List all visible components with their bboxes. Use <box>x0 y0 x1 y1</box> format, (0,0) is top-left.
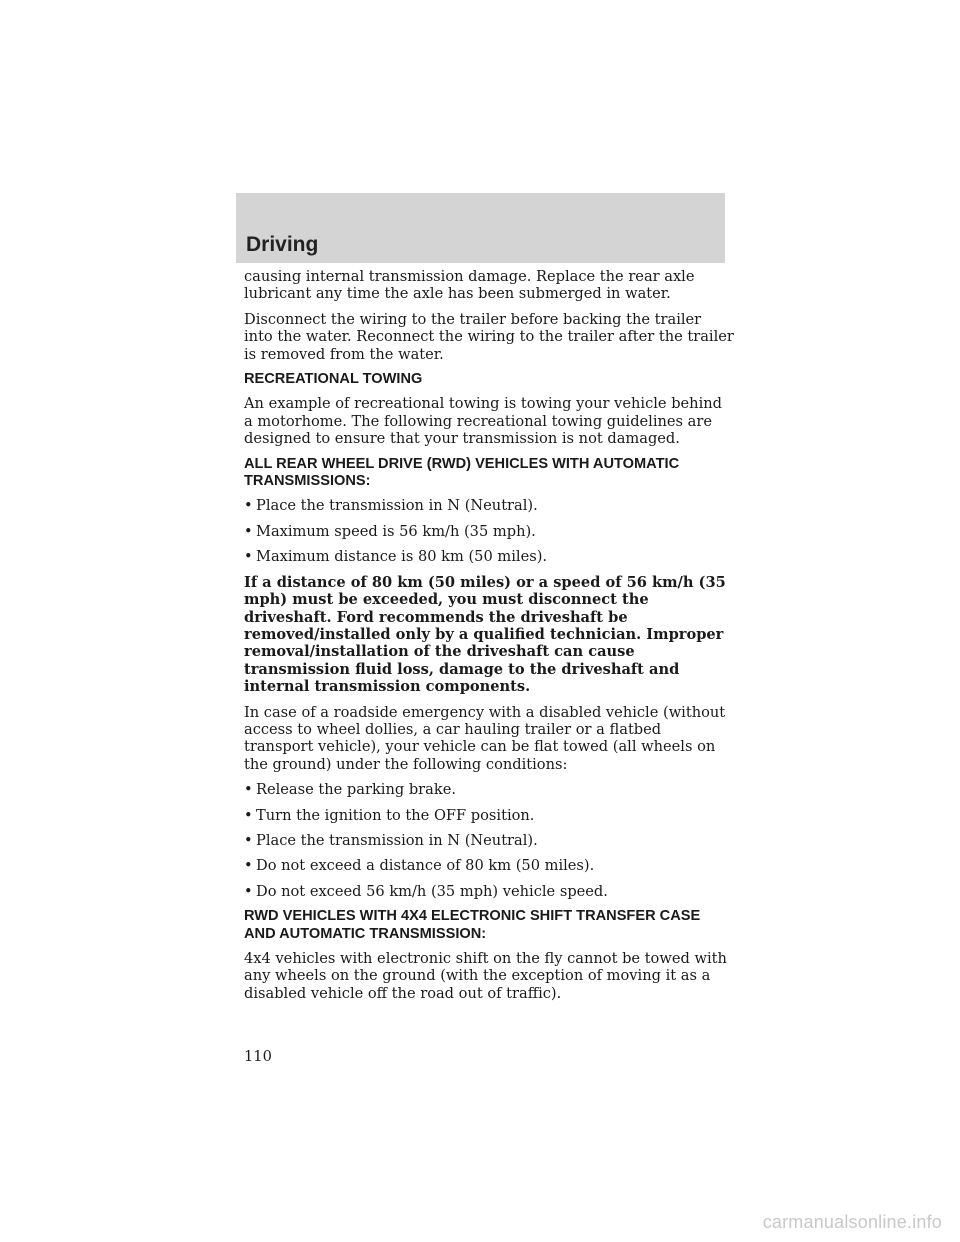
list-item-text: Maximum distance is 80 km (50 miles). <box>256 548 548 566</box>
bullet-list <box>244 497 734 565</box>
bullet-icon: • <box>244 497 253 515</box>
heading-rwd-automatic: ALL REAR WHEEL DRIVE (RWD) VEHICLES WITH AUTOMATIC TRANSMISSIONS: <box>244 455 680 490</box>
warning-paragraph: If a distance of 80 km (50 miles) or a speed of 56 km/h (35 mph) must be exceeded, you must disconnect the driveshaft. Ford recommends the driveshaft be removed/installed only by a qualified technician. Improper removal/installation of the driveshaft can cause transmission fluid loss, damage to the driveshaft and internal transmission components. <box>244 573 726 696</box>
list-item <box>244 523 734 540</box>
list-item-text: Maximum speed is 56 km/h (35 mph). <box>256 522 536 540</box>
list-item <box>244 857 734 874</box>
paragraph: Disconnect the wiring to the trailer before backing the trailer into the water. Reconnect the wiring to the trailer after the trailer is removed from the water. <box>244 310 734 363</box>
list-item <box>244 781 734 798</box>
list-item-text: Turn the ignition to the OFF position. <box>256 806 535 824</box>
paragraph: An example of recreational towing is towing your vehicle behind a motorhome. The following recreational towing guidelines are designed to ensure that your transmission is not damaged. <box>244 395 722 448</box>
bullet-icon: • <box>244 522 253 540</box>
bullet-icon: • <box>244 548 253 566</box>
bullet-icon: • <box>244 781 253 799</box>
list-item-text: Do not exceed 56 km/h (35 mph) vehicle speed. <box>256 882 608 900</box>
watermark: carmanualsonline.info <box>762 1212 942 1232</box>
list-item <box>244 832 734 849</box>
page-content <box>244 268 734 1010</box>
list-item <box>244 497 734 514</box>
bullet-icon: • <box>244 882 253 900</box>
list-item <box>244 807 734 824</box>
section-header-band <box>236 193 725 263</box>
bullet-icon: • <box>244 806 253 824</box>
list-item <box>244 548 734 565</box>
bullet-list <box>244 781 734 900</box>
list-item-text: Do not exceed a distance of 80 km (50 miles). <box>256 857 595 875</box>
paragraph: causing internal transmission damage. Replace the rear axle lubricant any time the axle has been submerged in water. <box>244 268 695 303</box>
heading-4x4-electronic-shift: RWD VEHICLES WITH 4X4 ELECTRONIC SHIFT TRANSFER CASE AND AUTOMATIC TRANSMISSION: <box>244 908 701 942</box>
list-item-text: Place the transmission in N (Neutral). <box>256 497 538 515</box>
bullet-icon: • <box>244 831 253 849</box>
list-item-text: Place the transmission in N (Neutral). <box>256 831 538 849</box>
list-item-text: Release the parking brake. <box>256 781 456 799</box>
paragraph: 4x4 vehicles with electronic shift on the fly cannot be towed with any wheels on the ground (with the exception of moving it as a disabled vehicle off the road out of traffic). <box>244 950 727 1002</box>
list-item <box>244 883 734 900</box>
bullet-icon: • <box>244 857 253 875</box>
heading-recreational-towing: RECREATIONAL TOWING <box>244 371 423 388</box>
paragraph: In case of a roadside emergency with a disabled vehicle (without access to wheel dollies, a car hauling trailer or a flatbed transport vehicle), your vehicle can be flat towed (all wheels on the ground) under the following conditions: <box>244 703 726 773</box>
section-title: Driving <box>246 233 319 256</box>
page-number: 110 <box>244 1048 272 1065</box>
